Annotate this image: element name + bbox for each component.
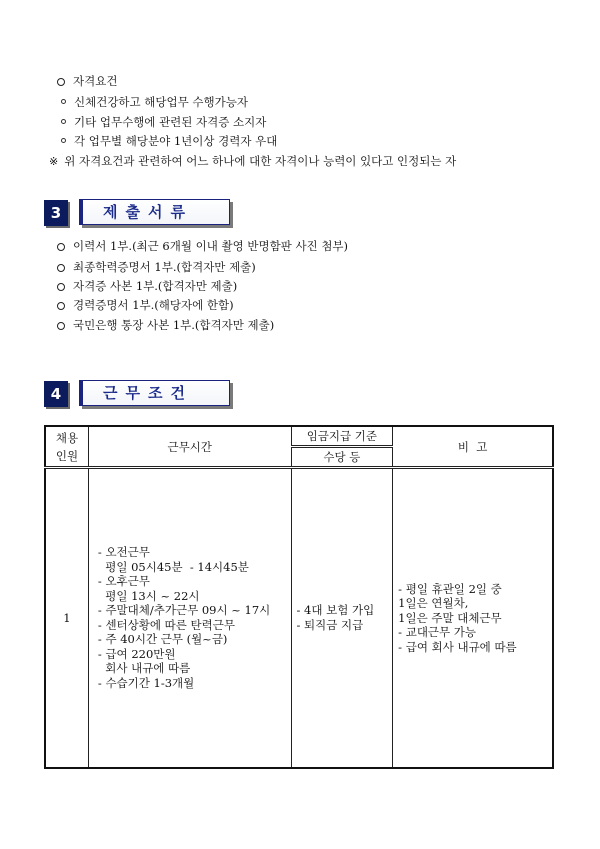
header-work-hours: 근무시간 [88, 426, 291, 468]
document-item-text: 이력서 1부.(최근 6개월 이내 촬영 반명함판 사진 첨부) [73, 239, 349, 253]
remarks-list [398, 582, 551, 655]
recruit-count-cell: 1 [45, 468, 88, 768]
qualification-item [61, 115, 266, 129]
header-wage-basis: 임금지급 기준 [291, 426, 393, 447]
qualification-item [61, 134, 277, 148]
qualifications-heading-text: 자격요건 [73, 74, 118, 88]
cell-line: - 오후근무 [97, 574, 150, 589]
cell-line: - 오전근무 [97, 545, 150, 560]
circle-bullet-icon [57, 283, 65, 291]
cell-line: - 평일 휴관일 2일 중 [398, 581, 502, 596]
header-recruit-count [45, 426, 88, 468]
small-circle-bullet-icon [61, 138, 66, 143]
circle-bullet-icon [57, 322, 65, 330]
reference-mark-icon: ※ [49, 155, 59, 168]
cell-line: - 급여 220만원 [97, 646, 176, 661]
remarks-cell [393, 468, 553, 768]
section-3-number-badge: 3 [44, 200, 68, 226]
qualification-item [61, 95, 248, 109]
table-header-row [45, 426, 553, 447]
document-item [57, 298, 234, 312]
document-item [57, 279, 237, 293]
cell-line: - 주말대체/추가근무 09시 ~ 17시 [97, 603, 271, 618]
work-hours-list [98, 545, 290, 690]
header-allowance: 수당 등 [291, 447, 393, 468]
document-item [57, 239, 348, 253]
allowance-cell [291, 468, 393, 768]
cell-line: 평일 13시 ~ 22시 [97, 588, 200, 603]
cell-line: 1일은 연월차, [398, 596, 469, 610]
allowance-list [297, 603, 392, 632]
document-item-text: 최종학력증명서 1부.(합격자만 제출) [73, 260, 256, 274]
document-item-text: 경력증명서 1부.(해당자에 한함) [73, 298, 234, 312]
section-4-title: 근무조건 [79, 380, 230, 406]
section-4-number-badge: 4 [44, 381, 68, 407]
qualifications-note-text: 위 자격요건과 관련하여 어느 하나에 대한 자격이나 능력이 있다고 인정되는 자 [64, 154, 457, 168]
qualifications-heading [57, 74, 117, 88]
qualification-item-text: 신체건강하고 해당업무 수행가능자 [74, 95, 248, 109]
header-remarks: 비 고 [393, 426, 553, 468]
document-item [57, 318, 274, 332]
cell-line: - 급여 회사 내규에 따름 [398, 639, 517, 654]
qualification-item-text: 각 업무별 해당분야 1년이상 경력자 우대 [74, 134, 278, 148]
cell-line: - 수습기간 1-3개월 [97, 675, 195, 690]
cell-line: - 교대근무 가능 [398, 625, 477, 639]
cell-line: - 퇴직금 지급 [296, 617, 364, 632]
cell-line: - 센터상황에 따른 탄력근무 [97, 617, 235, 632]
qualifications-note [49, 154, 456, 169]
qualification-item-text: 기타 업무수행에 관련된 자격증 소지자 [74, 115, 267, 129]
small-circle-bullet-icon [61, 99, 66, 104]
document-item-text: 국민은행 통장 사본 1부.(합격자만 제출) [73, 318, 275, 332]
work-hours-cell [88, 468, 291, 768]
cell-line: 회사 내규에 따름 [97, 661, 191, 676]
cell-line: 평일 05시45분 - 14시45분 [97, 559, 249, 574]
header-recruit-line1: 채용 [55, 430, 79, 445]
cell-line: 1일은 주말 대체근무 [398, 610, 502, 625]
circle-bullet-icon [57, 78, 65, 86]
circle-bullet-icon [57, 302, 65, 310]
circle-bullet-icon [57, 243, 65, 251]
cell-line: - 4대 보험 가입 [296, 603, 375, 618]
cell-line: - 주 40시간 근무 (월~금) [97, 632, 228, 647]
section-3-title: 제출서류 [79, 199, 230, 225]
circle-bullet-icon [57, 264, 65, 272]
header-recruit-line2: 인원 [55, 448, 79, 463]
table-row [45, 468, 553, 768]
document-item-text: 자격증 사본 1부.(합격자만 제출) [73, 279, 238, 293]
small-circle-bullet-icon [61, 119, 66, 124]
document-item [57, 260, 256, 274]
work-conditions-table [44, 425, 554, 769]
